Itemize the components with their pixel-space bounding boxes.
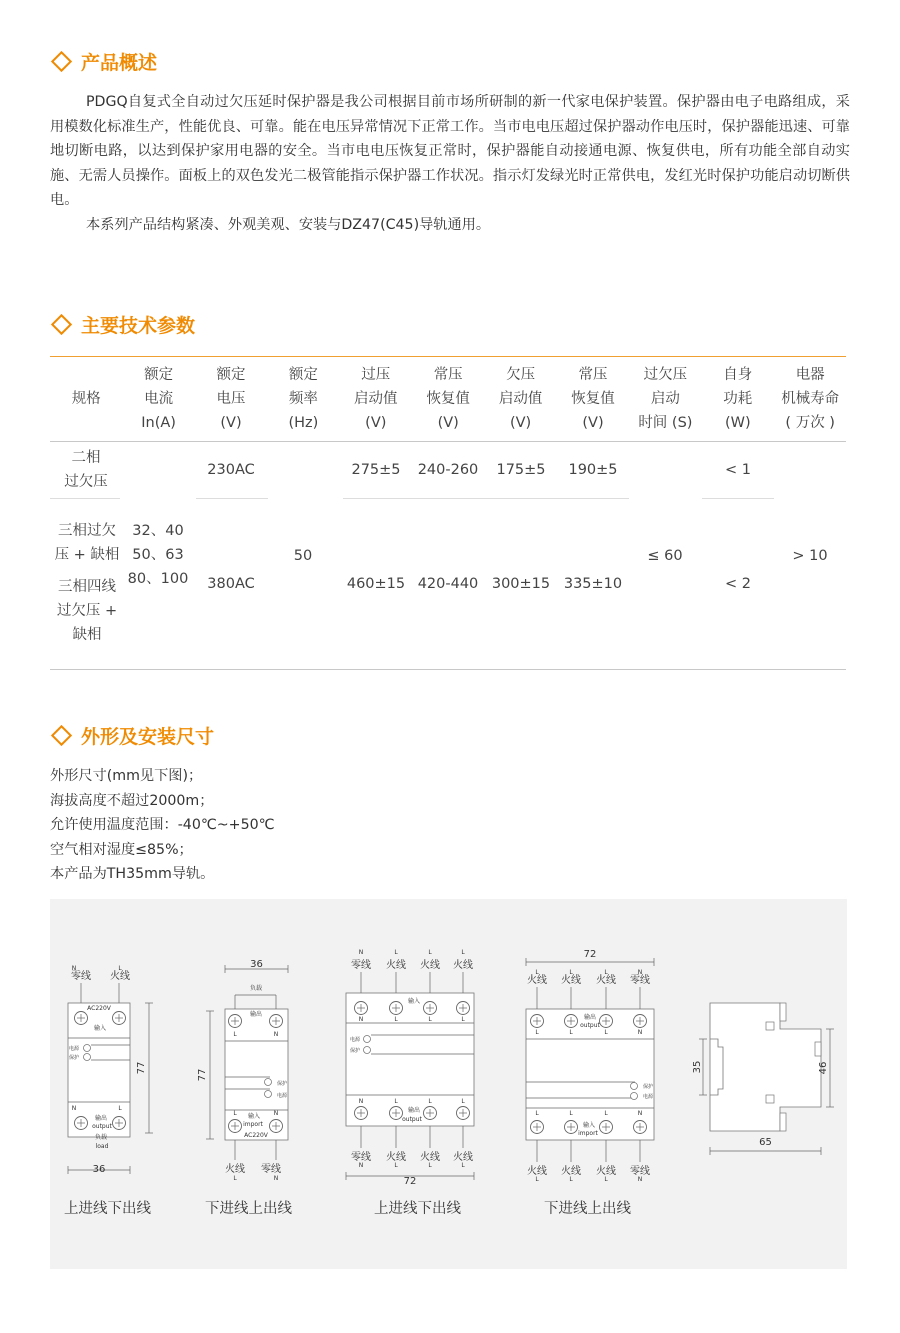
cell-text: 二相 [71, 450, 101, 466]
drawing-label: 零线 [630, 1166, 650, 1177]
drawing-label: L [394, 949, 398, 956]
drawing-label: 零线 [351, 1152, 371, 1163]
drawing-label: L [428, 1098, 432, 1105]
header-line: 功耗 [723, 391, 753, 407]
drawing-label: 输入 [407, 998, 421, 1005]
install-item: 海拔高度不超过2000m； [50, 792, 214, 809]
side-tab [780, 1003, 786, 1021]
drawing-label: 火线 [453, 960, 473, 971]
header-line: (W) [724, 415, 751, 431]
drawing-label: 火线 [596, 1166, 616, 1177]
over-recover-240: 240-260 [417, 462, 479, 478]
drawing-label: 电源 [68, 1046, 80, 1052]
drawing-label: 火线 [561, 975, 581, 986]
dimension-label: 77 [197, 1068, 208, 1082]
drawing-label: L [461, 1098, 465, 1105]
drawing-label: 输出 [249, 1011, 263, 1018]
drawing-label: L [233, 1175, 237, 1182]
drawing-label: L [569, 1029, 573, 1036]
header-line: (V) [437, 415, 459, 431]
drawing-label: 火线 [420, 1152, 440, 1163]
install-item: 本产品为TH35mm导轨。 [50, 866, 215, 882]
drawing-label: 零线 [630, 975, 650, 986]
drawing-label: L [535, 1176, 539, 1183]
drawing-label: 火线 [386, 1152, 406, 1163]
dimension-label: 36 [250, 959, 263, 970]
drawing-label: 保护 [349, 1048, 361, 1054]
section-title-params [50, 311, 195, 338]
install-item: 允许使用温度范围：-40℃~+50℃ [50, 817, 275, 833]
drawing-label: 火线 [386, 960, 406, 971]
under-recover-335: 335±10 [563, 576, 623, 592]
drawing-label: 负载 [94, 1134, 108, 1141]
led-indicator-icon [265, 1079, 272, 1086]
cell-text: 过欠压 [64, 474, 108, 490]
drawing-label: N [71, 1105, 77, 1112]
row-sep [343, 498, 629, 499]
freq-50: 50 [293, 548, 313, 564]
drawing-label: L [394, 1162, 398, 1169]
header-line: 规格 [71, 391, 101, 407]
drawing-label: L [604, 1176, 608, 1183]
drawing-label: 输入 [247, 1113, 261, 1120]
drawing-label: L [604, 969, 608, 976]
drawing-label: N [637, 969, 643, 976]
cell-text: 80、100 [127, 571, 189, 587]
row-sep [702, 498, 774, 499]
under-300: 300±15 [491, 576, 551, 592]
drawing-label: 火线 [596, 975, 616, 986]
led-indicator-icon [631, 1093, 638, 1100]
drawing-label: 负载 [249, 985, 263, 992]
drawing-label: N [358, 1162, 364, 1169]
side-slot [766, 1095, 774, 1103]
cell-text: 三相过欠 [58, 523, 116, 539]
header-line: 电器 [795, 367, 825, 383]
drawing-label: L [569, 969, 573, 976]
drawing-label: AC220V [87, 1005, 111, 1012]
drawing-label: output [580, 1022, 600, 1029]
drawing-label: L [461, 1016, 465, 1023]
table-top-rule [50, 356, 846, 357]
drawing-label: 保护 [642, 1084, 654, 1090]
caption-2: 下进线上出线 [205, 1201, 292, 1217]
side-slot [766, 1022, 774, 1030]
install-spec-list [50, 764, 275, 887]
drawing-label: 输出 [583, 1014, 597, 1021]
drawing-label: N [273, 1175, 279, 1182]
table-header-rule [50, 441, 846, 442]
dimension-label: 77 [136, 1061, 147, 1075]
overview-para-2: 本系列产品结构紧凑、外观美观、安装与DZ47(C45)导轨通用。 [86, 216, 491, 233]
drawing-label: L [461, 949, 465, 956]
led-indicator-icon [364, 1036, 371, 1043]
drawing-label: L [604, 1029, 608, 1036]
drawing-label: N [358, 1098, 364, 1105]
spec-two-phase [50, 446, 122, 494]
drawing-label: L [233, 1031, 237, 1038]
row-sep [196, 498, 268, 499]
header-line: 常压 [578, 367, 608, 383]
header-cell [629, 363, 701, 435]
cell-text: 32、40 [132, 523, 184, 539]
header-line: 机械寿命 [781, 391, 840, 407]
drawing-label: N [637, 1029, 643, 1036]
drawing-label: L [233, 1110, 237, 1117]
drawing-label: 输出 [407, 1107, 421, 1114]
header-cell [702, 363, 774, 435]
header-line: (V) [220, 415, 242, 431]
header-line: 自身 [723, 367, 753, 383]
drawing-label: L [535, 969, 539, 976]
drawing-label: 零线 [351, 960, 371, 971]
drawing-label: 零线 [261, 1164, 281, 1175]
cell-text: 三相四线 [58, 579, 116, 595]
dimension-label: 72 [403, 1176, 417, 1187]
voltage-380: 380AC [207, 576, 255, 592]
led-indicator-icon [364, 1047, 371, 1054]
diamond-icon [51, 314, 72, 335]
diamond-icon [51, 51, 72, 72]
header-line: (V) [509, 415, 532, 431]
dimension-label: 72 [583, 949, 597, 960]
install-item: 外形尺寸(mm见下图)； [50, 768, 203, 784]
dimension-label: 46 [818, 1061, 829, 1075]
drawing-label: L [569, 1176, 573, 1183]
section-title-text: 产品概述 [81, 52, 158, 74]
header-cell [50, 387, 122, 411]
life-gt10: > 10 [792, 548, 828, 564]
side-tab [780, 1113, 786, 1131]
drawing-label: L [535, 1110, 539, 1117]
drawing-label: 火线 [420, 960, 440, 971]
table-bottom-rule [50, 669, 846, 670]
over-275: 275±5 [351, 462, 401, 478]
header-line: 欠压 [506, 367, 536, 383]
power-lt1: < 1 [725, 462, 751, 478]
section-title-text: 外形及安装尺寸 [81, 726, 215, 748]
header-line: 常压 [433, 367, 463, 383]
header-line: 电压 [216, 391, 246, 407]
drawing-label: load [95, 1143, 109, 1150]
header-line: 恢复值 [426, 391, 470, 407]
drawing-label: L [428, 1016, 432, 1023]
dimension-label: 65 [759, 1137, 772, 1148]
header-line: (Hz) [288, 415, 319, 431]
header-cell [484, 363, 556, 435]
header-cell [267, 363, 339, 435]
drawing-label: 输出 [94, 1115, 108, 1122]
drawing-label: 火线 [527, 975, 547, 986]
install-item: 空气相对湿度≤85%； [50, 841, 193, 858]
cell-text: 过欠压 + [56, 603, 118, 619]
row-sep [50, 498, 120, 499]
drawing-label: N [273, 1031, 279, 1038]
under-recover-190: 190±5 [568, 462, 618, 478]
dimension-label: 36 [92, 1164, 106, 1175]
drawing-label: output [402, 1116, 422, 1123]
drawing-label: L [428, 1162, 432, 1169]
params-table [50, 356, 846, 670]
header-line: 启动值 [354, 391, 398, 407]
header-line: 额定 [288, 367, 318, 383]
drawing-label: 火线 [453, 1152, 473, 1163]
drawing-label: N [358, 1016, 364, 1023]
drawing-label: L [394, 1016, 398, 1023]
spec-three-phase-four-wire [50, 575, 124, 647]
cell-text: 50、63 [132, 547, 184, 563]
drawing-label: output [92, 1123, 112, 1130]
cell-text: 压 + 缺相 [54, 547, 120, 563]
drawing-label: L [569, 1110, 573, 1117]
drawing-label: 输入 [93, 1025, 107, 1032]
overview-para-1: PDGQ自复式全自动过欠压延时保护器是我公司根据目前市场所研制的新一代家电保护装置。保护器由电子电路组成，采用模数化标准生产，性能优良、可靠。能在电压异常情况下正常工作。当市电电压超过保护器动作电压时，保护器能迅速、可靠地切断电路，以达到保护家用电器的安全。当市电电压恢复正常时，保护器能自动接通电源、恢复供电，所有功能全部自动实施、无需人员操作。面板上的双色发光二极管能指示保护器工作状况。指示灯发绿光时正常供电，发红光时保护功能启动切断供电。 [50, 94, 850, 209]
current-values [122, 519, 194, 591]
drawing-label: 保护 [276, 1081, 288, 1087]
caption-4: 下进线上出线 [544, 1201, 631, 1217]
section-title-text: 主要技术参数 [81, 315, 196, 337]
caption-3: 上进线下出线 [374, 1201, 461, 1217]
drawing-label: import [578, 1130, 598, 1137]
drawing-label: 零线 [71, 971, 91, 982]
drawing-label: 电源 [349, 1037, 361, 1043]
section-title-dimensions [50, 722, 214, 749]
over-460: 460±15 [346, 576, 406, 592]
drawing-label: L [394, 1098, 398, 1105]
led-indicator-icon [84, 1045, 91, 1052]
header-cell [557, 363, 629, 435]
drawing-label: L [535, 1029, 539, 1036]
drawing-label: 火线 [561, 1166, 581, 1177]
drawing-label: N [71, 965, 77, 972]
side-tab [815, 1042, 821, 1056]
drawing-label: 电源 [642, 1094, 654, 1100]
drawing-label: N [637, 1176, 643, 1183]
caption-1: 上进线下出线 [64, 1201, 151, 1217]
drawing-label: 输入 [582, 1122, 596, 1129]
spec-three-phase [50, 519, 124, 567]
housing-side [710, 1003, 821, 1131]
dimension-label: 35 [692, 1060, 703, 1074]
header-line: ( 万次 ) [785, 415, 835, 431]
header-cell [412, 363, 484, 435]
header-line: In(A) [141, 415, 176, 431]
header-line: 额定 [144, 367, 174, 383]
drawing-label: 火线 [225, 1164, 245, 1175]
header-line: 启动值 [498, 391, 543, 407]
cell-text: 缺相 [72, 627, 102, 643]
header-line: 频率 [288, 391, 318, 407]
drawing-label: L [118, 1105, 122, 1112]
drawing-label: 电源 [276, 1093, 288, 1099]
header-cell [774, 363, 846, 435]
header-line: (V) [582, 415, 604, 431]
drawing-label: L [118, 965, 122, 972]
drawing-label: 火线 [110, 971, 130, 982]
drawing-label: import [243, 1121, 263, 1128]
header-line: 额定 [216, 367, 246, 383]
drawing-label: L [428, 949, 432, 956]
section-title-overview [50, 48, 157, 75]
header-line: 启动 [650, 391, 680, 407]
header-line: (V) [365, 415, 387, 431]
voltage-230: 230AC [207, 462, 255, 478]
dimension-figure [50, 899, 847, 1269]
header-cell [195, 363, 267, 435]
drawing-label: 保护 [68, 1055, 80, 1061]
drawing-label: N [358, 949, 364, 956]
header-cell [340, 363, 412, 435]
header-line: 过欠压 [643, 367, 688, 383]
diamond-icon [51, 725, 72, 746]
led-indicator-icon [265, 1091, 272, 1098]
drawing-label: 火线 [527, 1166, 547, 1177]
drawing-label: N [273, 1110, 279, 1117]
power-lt2: < 2 [725, 576, 751, 592]
overview-paragraph [50, 90, 850, 238]
drawing-label: AC220V [244, 1132, 268, 1139]
header-cell [122, 363, 194, 435]
header-line: 过压 [361, 367, 391, 383]
led-indicator-icon [84, 1054, 91, 1061]
header-line: 电流 [144, 391, 174, 407]
under-175: 175±5 [496, 462, 546, 478]
header-line: 恢复值 [571, 391, 615, 407]
drawing-label: L [461, 1162, 465, 1169]
time-le60: ≤ 60 [647, 548, 683, 564]
over-recover-420: 420-440 [417, 576, 479, 592]
drawing-label: N [637, 1110, 643, 1117]
header-line: 时间 (S) [638, 415, 693, 431]
drawing-label: L [604, 1110, 608, 1117]
led-indicator-icon [631, 1083, 638, 1090]
